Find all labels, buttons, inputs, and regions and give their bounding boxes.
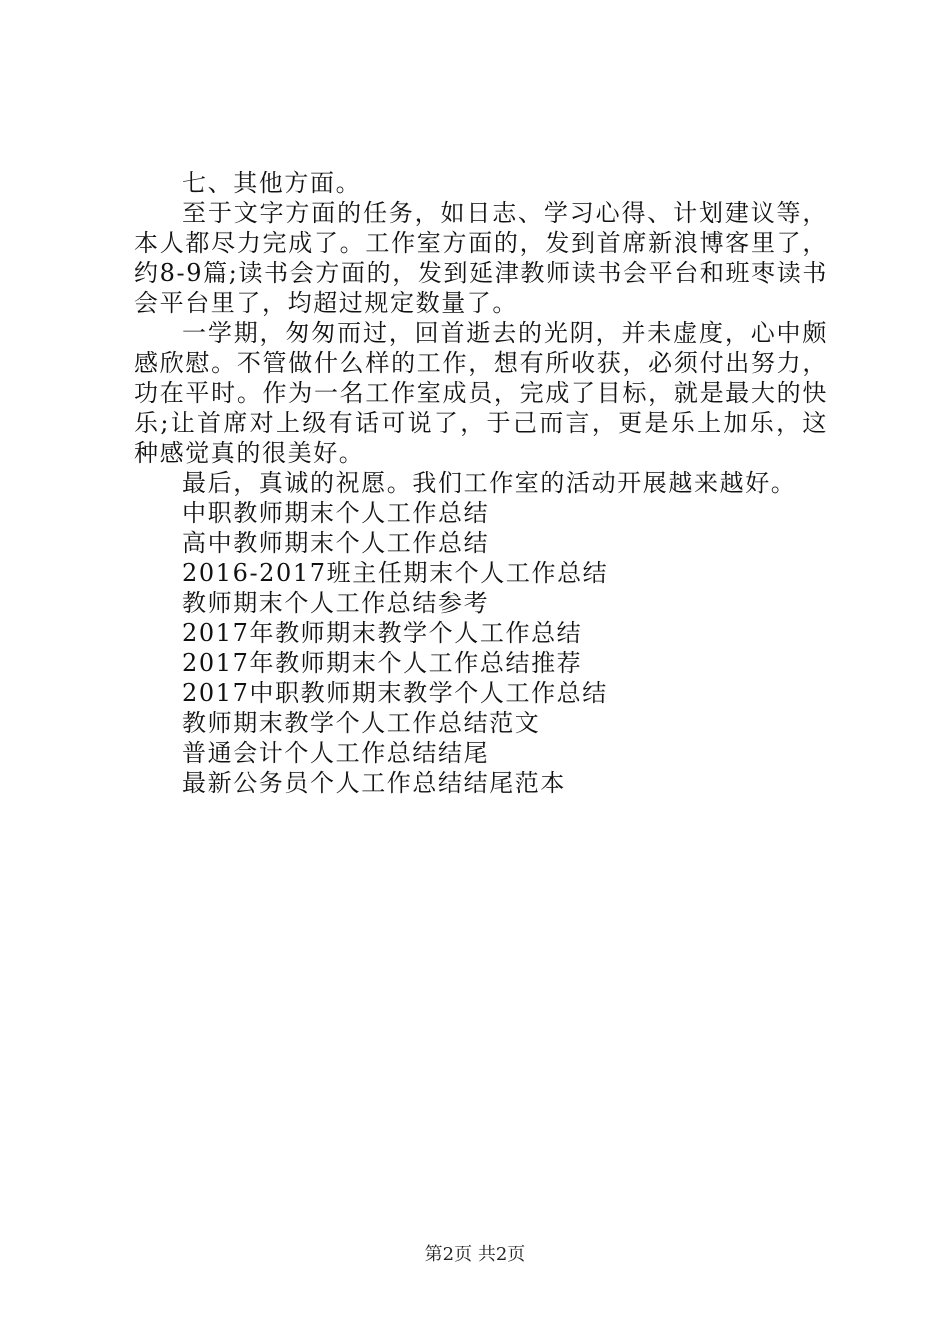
list-item: 2017年教师期末个人工作总结推荐 (182, 649, 583, 677)
related-titles-list (134, 498, 828, 798)
body-paragraph: 一学期，匆匆而过，回首逝去的光阴，并未虚度，心中颇感欣慰。不管做什么样的工作，想有所收获，必须付出努力，功在平时。作为一名工作室成员，完成了目标，就是最大的快乐;让首席对上级有话可说了，于己而言，更是乐上加乐，这种感觉真的很美好。 (134, 319, 828, 467)
list-item: 2016-2017班主任期末个人工作总结 (182, 559, 609, 587)
list-item: 普通会计个人工作总结结尾 (182, 739, 490, 767)
document-body (134, 168, 828, 798)
list-item: 2017年教师期末教学个人工作总结 (182, 619, 583, 647)
closing-paragraph: 最后，真诚的祝愿。我们工作室的活动开展越来越好。 (182, 469, 797, 497)
list-item: 教师期末教学个人工作总结范文 (182, 709, 541, 737)
list-item: 最新公务员个人工作总结结尾范本 (182, 769, 566, 797)
list-item: 教师期末个人工作总结参考 (182, 589, 490, 617)
list-item: 中职教师期末个人工作总结 (182, 499, 490, 527)
section-heading: 七、其他方面。 (182, 169, 362, 197)
page-indicator: 第2页 共2页 (424, 1244, 526, 1265)
body-paragraph: 至于文字方面的任务，如日志、学习心得、计划建议等，本人都尽力完成了。工作室方面的，发到首席新浪博客里了，约8-9篇;读书会方面的，发到延津教师读书会平台和班枣读书会平台里了，均超过规定数量了。 (134, 199, 828, 317)
list-item: 2017中职教师期末教学个人工作总结 (182, 679, 608, 707)
list-item: 高中教师期末个人工作总结 (182, 529, 490, 557)
